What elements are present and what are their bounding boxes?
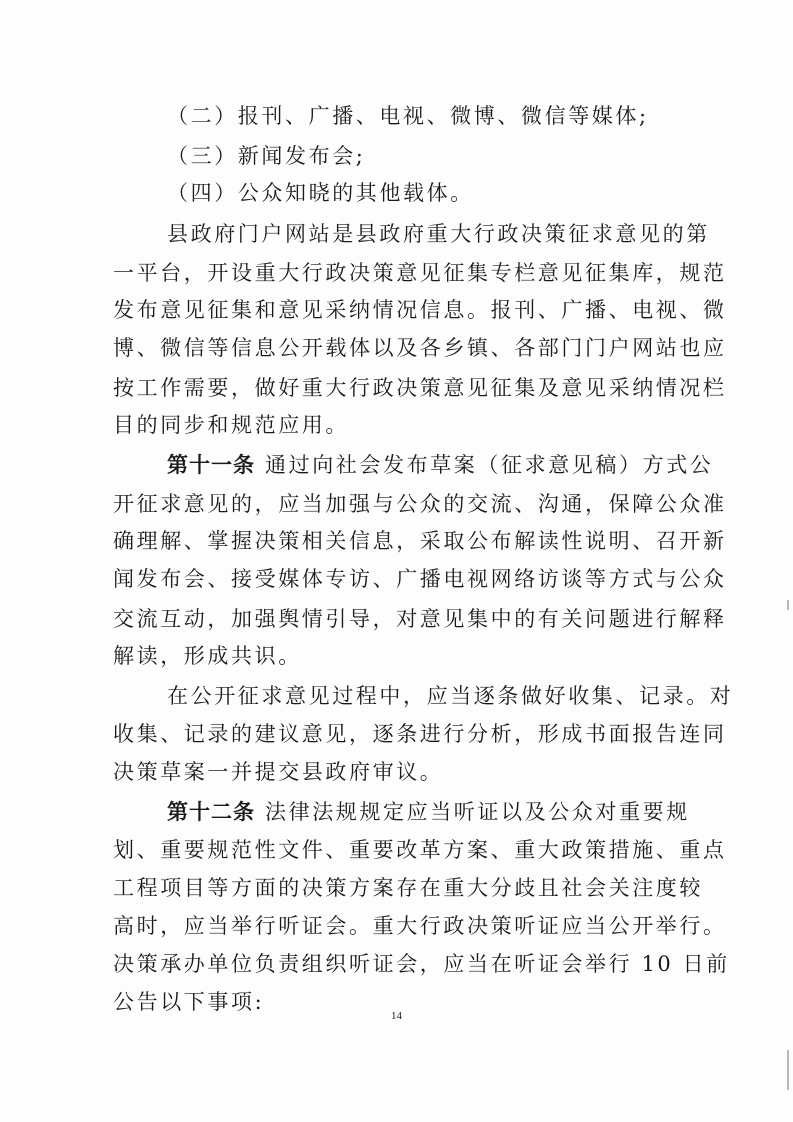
paragraph-line: 闻发布会、接受媒体专访、广播电视网络访谈等方式与公众 — [113, 567, 727, 591]
paragraph-line: 目的同步和规范应用。 — [113, 413, 349, 437]
paragraph-line: 高时，应当举行听证会。重大行政决策听证应当公开举行。 — [113, 914, 727, 938]
paragraph-line: 法律法规规定应当听证以及公众对重要规 — [265, 800, 690, 824]
paragraph-line: 博、微信等信息公开载体以及各乡镇、各部门门户网站也应 — [113, 336, 727, 360]
paragraph-line: 公告以下事项: — [113, 990, 265, 1014]
scan-mark — [787, 1050, 789, 1090]
list-item: （三）新闻发布会; — [167, 144, 366, 168]
paragraph-line: 县政府门户网站是县政府重大行政决策征求意见的第 — [167, 222, 710, 246]
paragraph-line: 解读，形成共识。 — [113, 644, 302, 668]
scan-mark — [787, 600, 789, 610]
paragraph-line: 工程项目等方面的决策方案存在重大分歧且社会关注度较 — [113, 876, 703, 900]
article-11-first-line — [167, 449, 713, 481]
list-item: （二）报刊、广播、电视、微博、微信等媒体; — [167, 104, 649, 128]
list-item: （四）公众知晓的其他载体。 — [167, 181, 474, 205]
paragraph-line: 通过向社会发布草案（征求意见稿）方式公 — [265, 453, 714, 477]
paragraph-line: 发布意见征集和意见采纳情况信息。报刊、广播、电视、微 — [113, 298, 727, 322]
paragraph-line: 划、重要规范性文件、重要改革方案、重大政策措施、重点 — [113, 838, 727, 862]
paragraph-line: 决策承办单位负责组织听证会，应当在听证会举行 10 日前 — [113, 952, 730, 976]
paragraph-line: 收集、记录的建议意见，逐条进行分析，形成书面报告连同 — [113, 722, 727, 746]
article-12-heading: 第十二条 — [167, 800, 255, 824]
paragraph-line: 决策草案一并提交县政府审议。 — [113, 760, 444, 784]
article-11-heading: 第十一条 — [167, 453, 255, 477]
paragraph-line: 按工作需要，做好重大行政决策意见征集及意见采纳情况栏 — [113, 376, 727, 400]
paragraph-line: 在公开征求意见过程中，应当逐条做好收集、记录。对 — [167, 684, 734, 708]
article-12-first-line — [167, 796, 690, 828]
paragraph-line: 一平台，开设重大行政决策意见征集专栏意见征集库，规范 — [113, 261, 727, 285]
paragraph-line: 开征求意见的，应当加强与公众的交流、沟通，保障公众准 — [113, 492, 727, 516]
paragraph-line: 确理解、掌握决策相关信息，采取公布解读性说明、召开新 — [113, 529, 727, 553]
paragraph-line: 交流互动，加强舆情引导，对意见集中的有关问题进行解释 — [113, 607, 727, 631]
page-number: 14 — [391, 1010, 402, 1022]
